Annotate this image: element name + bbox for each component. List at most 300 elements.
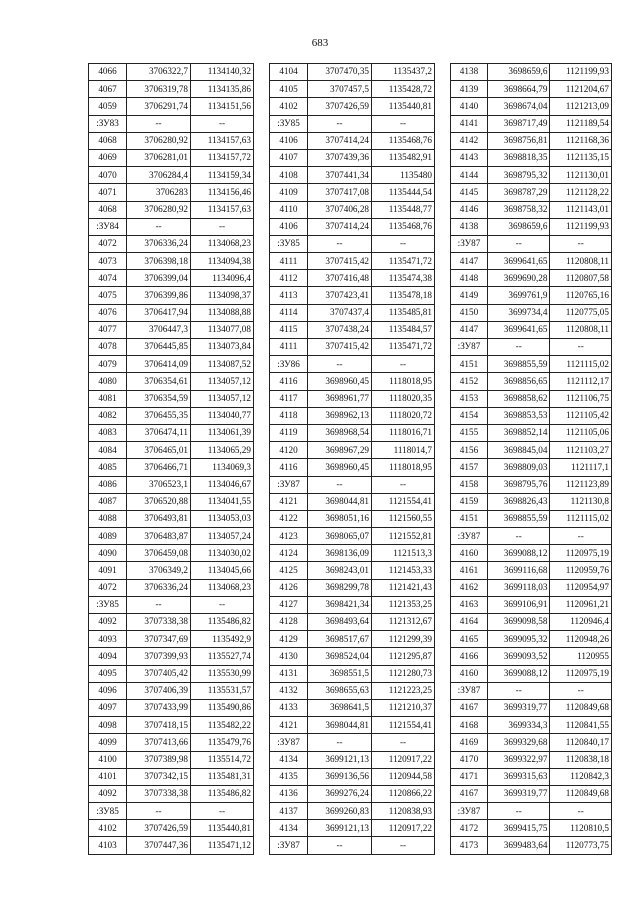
table-row [89,149,254,166]
table-row [451,579,612,596]
x-coordinate-cell: 3698243,01 [308,562,372,579]
y-coordinate-cell: 1135482,22 [191,717,254,734]
table-row [451,596,612,613]
table-row [451,510,612,527]
point-id-cell: 4144 [451,167,488,184]
y-coordinate-cell: 1121204,67 [550,81,612,98]
point-id-cell: 4106 [270,218,308,235]
x-coordinate-cell: 3699641,65 [487,321,549,338]
point-id-cell: 4137 [270,803,308,820]
point-id-cell: 4127 [270,596,308,613]
y-coordinate-cell: 1134157,72 [191,149,254,166]
x-coordinate-cell: -- [308,476,372,493]
table-row [270,820,435,837]
table-row [89,98,254,115]
y-coordinate-cell: 1134045,66 [191,562,254,579]
table-row [270,424,435,441]
point-id-cell: 4068 [89,132,127,149]
y-coordinate-cell: 1121123,89 [550,476,612,493]
point-id-cell: :ЗУ87 [451,803,488,820]
y-coordinate-cell: 1135530,99 [191,665,254,682]
x-coordinate-cell: 3698787,29 [487,184,549,201]
x-coordinate-cell: 3699106,91 [487,596,549,613]
point-id-cell: 4126 [270,579,308,596]
y-coordinate-cell: 1121453,33 [372,562,435,579]
point-id-cell: 4123 [270,528,308,545]
y-coordinate-cell: 1135486,82 [191,785,254,802]
x-coordinate-cell: 3707347,69 [127,631,191,648]
y-coordinate-cell: 1120961,21 [550,596,612,613]
point-id-cell: 4074 [89,270,127,287]
x-coordinate-cell: 3707457,5 [308,81,372,98]
x-coordinate-cell: 3706399,04 [127,270,191,287]
y-coordinate-cell: 1121513,3 [372,545,435,562]
point-id-cell: 4149 [451,287,488,304]
x-coordinate-cell: 3707447,36 [127,837,191,854]
y-coordinate-cell: 1134073,84 [191,339,254,356]
point-id-cell: 4111 [270,253,308,270]
table-row [270,785,435,802]
y-coordinate-cell: 1134068,23 [191,235,254,252]
table-row [89,167,254,184]
x-coordinate-cell: 3698960,45 [308,373,372,390]
point-id-cell: :ЗУ85 [270,235,308,252]
point-id-cell: 4170 [451,751,488,768]
x-coordinate-cell: 3706483,87 [127,528,191,545]
table-row [270,442,435,459]
x-coordinate-cell: 3698493,64 [308,614,372,631]
y-coordinate-cell: 1121130,01 [550,167,612,184]
table-row [451,321,612,338]
y-coordinate-cell: 1120944,58 [372,768,435,785]
y-coordinate-cell: -- [550,803,612,820]
table-row [451,803,612,820]
x-coordinate-cell: -- [308,734,372,751]
x-coordinate-cell: -- [127,596,191,613]
point-id-cell: 4163 [451,596,488,613]
y-coordinate-cell: 1121105,42 [550,407,612,424]
point-id-cell: 4092 [89,785,127,802]
x-coordinate-cell: 3699095,32 [487,631,549,648]
y-coordinate-cell: 1135531,57 [191,682,254,699]
point-id-cell: 4103 [89,837,127,854]
x-coordinate-cell: 3706280,92 [127,132,191,149]
x-coordinate-cell: 3699136,56 [308,768,372,785]
y-coordinate-cell: 1121117,1 [550,459,612,476]
table-row [451,648,612,665]
x-coordinate-cell: 3707416,48 [308,270,372,287]
y-coordinate-cell: 1118018,95 [372,373,435,390]
point-id-cell: :ЗУ87 [270,734,308,751]
point-id-cell: :ЗУ86 [270,356,308,373]
y-coordinate-cell: 1121135,15 [550,149,612,166]
x-coordinate-cell: 3706322,7 [127,64,191,81]
x-coordinate-cell: 3698961,77 [308,390,372,407]
point-id-cell: 4115 [270,321,308,338]
x-coordinate-cell: 3698655,63 [308,682,372,699]
table-row [89,614,254,631]
point-id-cell: 4167 [451,785,488,802]
x-coordinate-cell: 3698664,79 [487,81,549,98]
x-coordinate-cell: 3698044,81 [308,717,372,734]
y-coordinate-cell: 1121112,17 [550,373,612,390]
table-row [451,734,612,751]
x-coordinate-cell: 3699118,03 [487,579,549,596]
point-id-cell: 4090 [89,545,127,562]
table-row [89,631,254,648]
y-coordinate-cell: -- [372,837,435,854]
y-coordinate-cell: -- [372,356,435,373]
y-coordinate-cell: 1134041,55 [191,493,254,510]
x-coordinate-cell: -- [127,115,191,132]
y-coordinate-cell: 1121130,8 [550,493,612,510]
x-coordinate-cell: 3698855,59 [487,510,549,527]
table-row [270,270,435,287]
x-coordinate-cell: 3706354,59 [127,390,191,407]
x-coordinate-cell: 3706399,86 [127,287,191,304]
y-coordinate-cell: 1135479,76 [191,734,254,751]
x-coordinate-cell: -- [308,235,372,252]
point-id-cell: 4156 [451,442,488,459]
x-coordinate-cell: -- [487,682,549,699]
y-coordinate-cell: 1120955 [550,648,612,665]
point-id-cell: :ЗУ84 [89,218,127,235]
y-coordinate-cell: 1135468,76 [372,132,435,149]
point-id-cell: 4092 [89,614,127,631]
table-row [89,442,254,459]
y-coordinate-cell: 1120810,5 [550,820,612,837]
point-id-cell: 4104 [270,64,308,81]
table-row [89,648,254,665]
table-row [89,373,254,390]
point-id-cell: 4106 [270,132,308,149]
point-id-cell: 4173 [451,837,488,854]
x-coordinate-cell: 3706447,3 [127,321,191,338]
table-row [451,528,612,545]
y-coordinate-cell: 1134140,32 [191,64,254,81]
y-coordinate-cell: 1134040,77 [191,407,254,424]
point-id-cell: 4075 [89,287,127,304]
x-coordinate-cell: 3699483,64 [487,837,549,854]
x-coordinate-cell: 3707437,4 [308,304,372,321]
x-coordinate-cell: -- [487,528,549,545]
table-row [270,631,435,648]
y-coordinate-cell: 1120765,16 [550,287,612,304]
y-coordinate-cell: 1120842,3 [550,768,612,785]
x-coordinate-cell: 3706283 [127,184,191,201]
y-coordinate-cell: 1120841,55 [550,717,612,734]
x-coordinate-cell: 3706349,2 [127,562,191,579]
table-row [270,768,435,785]
point-id-cell: :ЗУ85 [270,115,308,132]
table-row [270,390,435,407]
y-coordinate-cell: 1135437,2 [372,64,435,81]
y-coordinate-cell: 1120946,4 [550,614,612,631]
point-id-cell: 4160 [451,545,488,562]
x-coordinate-cell: 3699322,97 [487,751,549,768]
point-id-cell: 4152 [451,373,488,390]
table-row [89,682,254,699]
coordinate-table-1 [88,63,254,855]
x-coordinate-cell: 3707438,24 [308,321,372,338]
table-row [89,510,254,527]
table-row [451,837,612,854]
y-coordinate-cell: 1134069,3 [191,459,254,476]
table-row [270,98,435,115]
x-coordinate-cell: 3699319,77 [487,699,549,716]
x-coordinate-cell: 3698517,67 [308,631,372,648]
y-coordinate-cell: 1120773,75 [550,837,612,854]
point-id-cell: :ЗУ87 [270,476,308,493]
y-coordinate-cell: 1134053,03 [191,510,254,527]
y-coordinate-cell: 1120866,22 [372,785,435,802]
table-row [451,253,612,270]
point-id-cell: 4089 [89,528,127,545]
y-coordinate-cell: 1120807,58 [550,270,612,287]
y-coordinate-cell: 1134096,4 [191,270,254,287]
point-id-cell: 4093 [89,631,127,648]
table-row [451,149,612,166]
table-row [270,201,435,218]
table-row [451,167,612,184]
x-coordinate-cell: 3698136,09 [308,545,372,562]
table-row [89,768,254,785]
table-row [451,493,612,510]
point-id-cell: :ЗУ83 [89,115,127,132]
table-row [89,820,254,837]
point-id-cell: 4108 [270,167,308,184]
x-coordinate-cell: 3707433,99 [127,699,191,716]
x-coordinate-cell: 3707342,15 [127,768,191,785]
point-id-cell: 4146 [451,201,488,218]
point-id-cell: 4162 [451,579,488,596]
table-row [270,149,435,166]
point-id-cell: 4119 [270,424,308,441]
table-row [270,407,435,424]
point-id-cell: 4157 [451,459,488,476]
y-coordinate-cell: 1135485,81 [372,304,435,321]
point-id-cell: 4134 [270,751,308,768]
y-coordinate-cell: 1121199,93 [550,64,612,81]
x-coordinate-cell: 3698856,65 [487,373,549,390]
y-coordinate-cell: 1121299,39 [372,631,435,648]
table-row [451,270,612,287]
point-id-cell: 4072 [89,579,127,596]
point-id-cell: :ЗУ85 [89,803,127,820]
x-coordinate-cell: -- [308,356,372,373]
x-coordinate-cell: 3707426,59 [308,98,372,115]
table-row [270,81,435,98]
point-id-cell: 4166 [451,648,488,665]
x-coordinate-cell: 3699098,58 [487,614,549,631]
table-row [270,287,435,304]
table-row [451,287,612,304]
point-id-cell: 4122 [270,510,308,527]
y-coordinate-cell: 1121189,54 [550,115,612,132]
point-id-cell: 4112 [270,270,308,287]
table-row [451,785,612,802]
table-row [270,562,435,579]
x-coordinate-cell: 3707470,35 [308,64,372,81]
point-id-cell: 4134 [270,820,308,837]
table-row [270,339,435,356]
y-coordinate-cell: -- [191,218,254,235]
table-row [270,837,435,854]
x-coordinate-cell: 3707417,08 [308,184,372,201]
y-coordinate-cell: 1120975,19 [550,545,612,562]
x-coordinate-cell: 3699641,65 [487,253,549,270]
table-row [451,184,612,201]
table-row [270,373,435,390]
point-id-cell: 4165 [451,631,488,648]
point-id-cell: 4145 [451,184,488,201]
y-coordinate-cell: 1121115,02 [550,510,612,527]
table-row [270,614,435,631]
y-coordinate-cell: 1121421,43 [372,579,435,596]
point-id-cell: 4072 [89,235,127,252]
point-id-cell: 4086 [89,476,127,493]
y-coordinate-cell: 1120838,18 [550,751,612,768]
point-id-cell: 4076 [89,304,127,321]
x-coordinate-cell: 3699093,52 [487,648,549,665]
y-coordinate-cell: 1120975,19 [550,665,612,682]
x-coordinate-cell: 3699734,4 [487,304,549,321]
y-coordinate-cell: 1135474,38 [372,270,435,287]
x-coordinate-cell: 3698968,54 [308,424,372,441]
table-row [451,81,612,98]
point-id-cell: 4099 [89,734,127,751]
point-id-cell: 4114 [270,304,308,321]
y-coordinate-cell: 1135482,91 [372,149,435,166]
y-coordinate-cell: -- [550,682,612,699]
point-id-cell: 4078 [89,339,127,356]
point-id-cell: 4128 [270,614,308,631]
x-coordinate-cell: 3707338,38 [127,785,191,802]
y-coordinate-cell: 1135471,12 [191,837,254,854]
point-id-cell: 4138 [451,64,488,81]
x-coordinate-cell: 3698852,14 [487,424,549,441]
table-row [89,665,254,682]
point-id-cell: 4068 [89,201,127,218]
y-coordinate-cell: 1134061,39 [191,424,254,441]
table-row [270,218,435,235]
point-id-cell: 4124 [270,545,308,562]
y-coordinate-cell: 1134068,23 [191,579,254,596]
point-id-cell: 4117 [270,390,308,407]
y-coordinate-cell: -- [372,476,435,493]
y-coordinate-cell: 1135492,9 [191,631,254,648]
y-coordinate-cell: 1135468,76 [372,218,435,235]
y-coordinate-cell: 1134087,52 [191,356,254,373]
point-id-cell: 4066 [89,64,127,81]
y-coordinate-cell: 1120838,93 [372,803,435,820]
point-id-cell: 4100 [89,751,127,768]
x-coordinate-cell: 3707399,93 [127,648,191,665]
y-coordinate-cell: 1134030,02 [191,545,254,562]
y-coordinate-cell: 1134156,46 [191,184,254,201]
y-coordinate-cell: 1121552,81 [372,528,435,545]
point-id-cell: 4130 [270,648,308,665]
table-row [89,235,254,252]
x-coordinate-cell: 3698845,04 [487,442,549,459]
y-coordinate-cell: 1134057,12 [191,373,254,390]
y-coordinate-cell: 1134151,56 [191,98,254,115]
table-row [451,768,612,785]
point-id-cell: 4069 [89,149,127,166]
table-row [89,717,254,734]
point-id-cell: 4080 [89,373,127,390]
y-coordinate-cell: 1134088,88 [191,304,254,321]
table-row [451,201,612,218]
x-coordinate-cell: 3707338,38 [127,614,191,631]
x-coordinate-cell: -- [487,339,549,356]
x-coordinate-cell: 3698641,5 [308,699,372,716]
table-row [270,648,435,665]
y-coordinate-cell: 1121210,37 [372,699,435,716]
table-row [270,596,435,613]
x-coordinate-cell: -- [487,235,549,252]
table-row [451,115,612,132]
x-coordinate-cell: 3699260,83 [308,803,372,820]
y-coordinate-cell: 1135484,57 [372,321,435,338]
x-coordinate-cell: 3699690,28 [487,270,549,287]
point-id-cell: 4120 [270,442,308,459]
y-coordinate-cell: 1121213,09 [550,98,612,115]
x-coordinate-cell: 3706466,71 [127,459,191,476]
table-row [270,682,435,699]
x-coordinate-cell: 3698551,5 [308,665,372,682]
page-number: 683 [311,37,329,49]
x-coordinate-cell: 3706281,01 [127,149,191,166]
point-id-cell: 4155 [451,424,488,441]
x-coordinate-cell: 3706291,74 [127,98,191,115]
point-id-cell: 4121 [270,717,308,734]
point-id-cell: 4073 [89,253,127,270]
table-row [270,734,435,751]
point-id-cell: 4087 [89,493,127,510]
x-coordinate-cell: 3706493,81 [127,510,191,527]
x-coordinate-cell: 3706398,18 [127,253,191,270]
y-coordinate-cell: 1120917,22 [372,751,435,768]
table-row [89,579,254,596]
x-coordinate-cell: 3699116,68 [487,562,549,579]
table-row [89,837,254,854]
point-id-cell: 4153 [451,390,488,407]
y-coordinate-cell: 1121106,75 [550,390,612,407]
x-coordinate-cell: 3698065,07 [308,528,372,545]
x-coordinate-cell: 3698855,59 [487,356,549,373]
y-coordinate-cell: 1121353,25 [372,596,435,613]
x-coordinate-cell: 3707414,24 [308,218,372,235]
point-id-cell: 4079 [89,356,127,373]
table-row [89,407,254,424]
table-row [451,459,612,476]
point-id-cell: 4113 [270,287,308,304]
table-row [451,545,612,562]
point-id-cell: 4109 [270,184,308,201]
table-row [270,545,435,562]
x-coordinate-cell: 3706523,1 [127,476,191,493]
table-row [270,356,435,373]
point-id-cell: 4147 [451,321,488,338]
point-id-cell: 4150 [451,304,488,321]
point-id-cell: 4135 [270,768,308,785]
x-coordinate-cell: 3699319,77 [487,785,549,802]
x-coordinate-cell: 3707389,98 [127,751,191,768]
y-coordinate-cell: 1135480 [372,167,435,184]
table-row [451,218,612,235]
table-row [451,751,612,768]
